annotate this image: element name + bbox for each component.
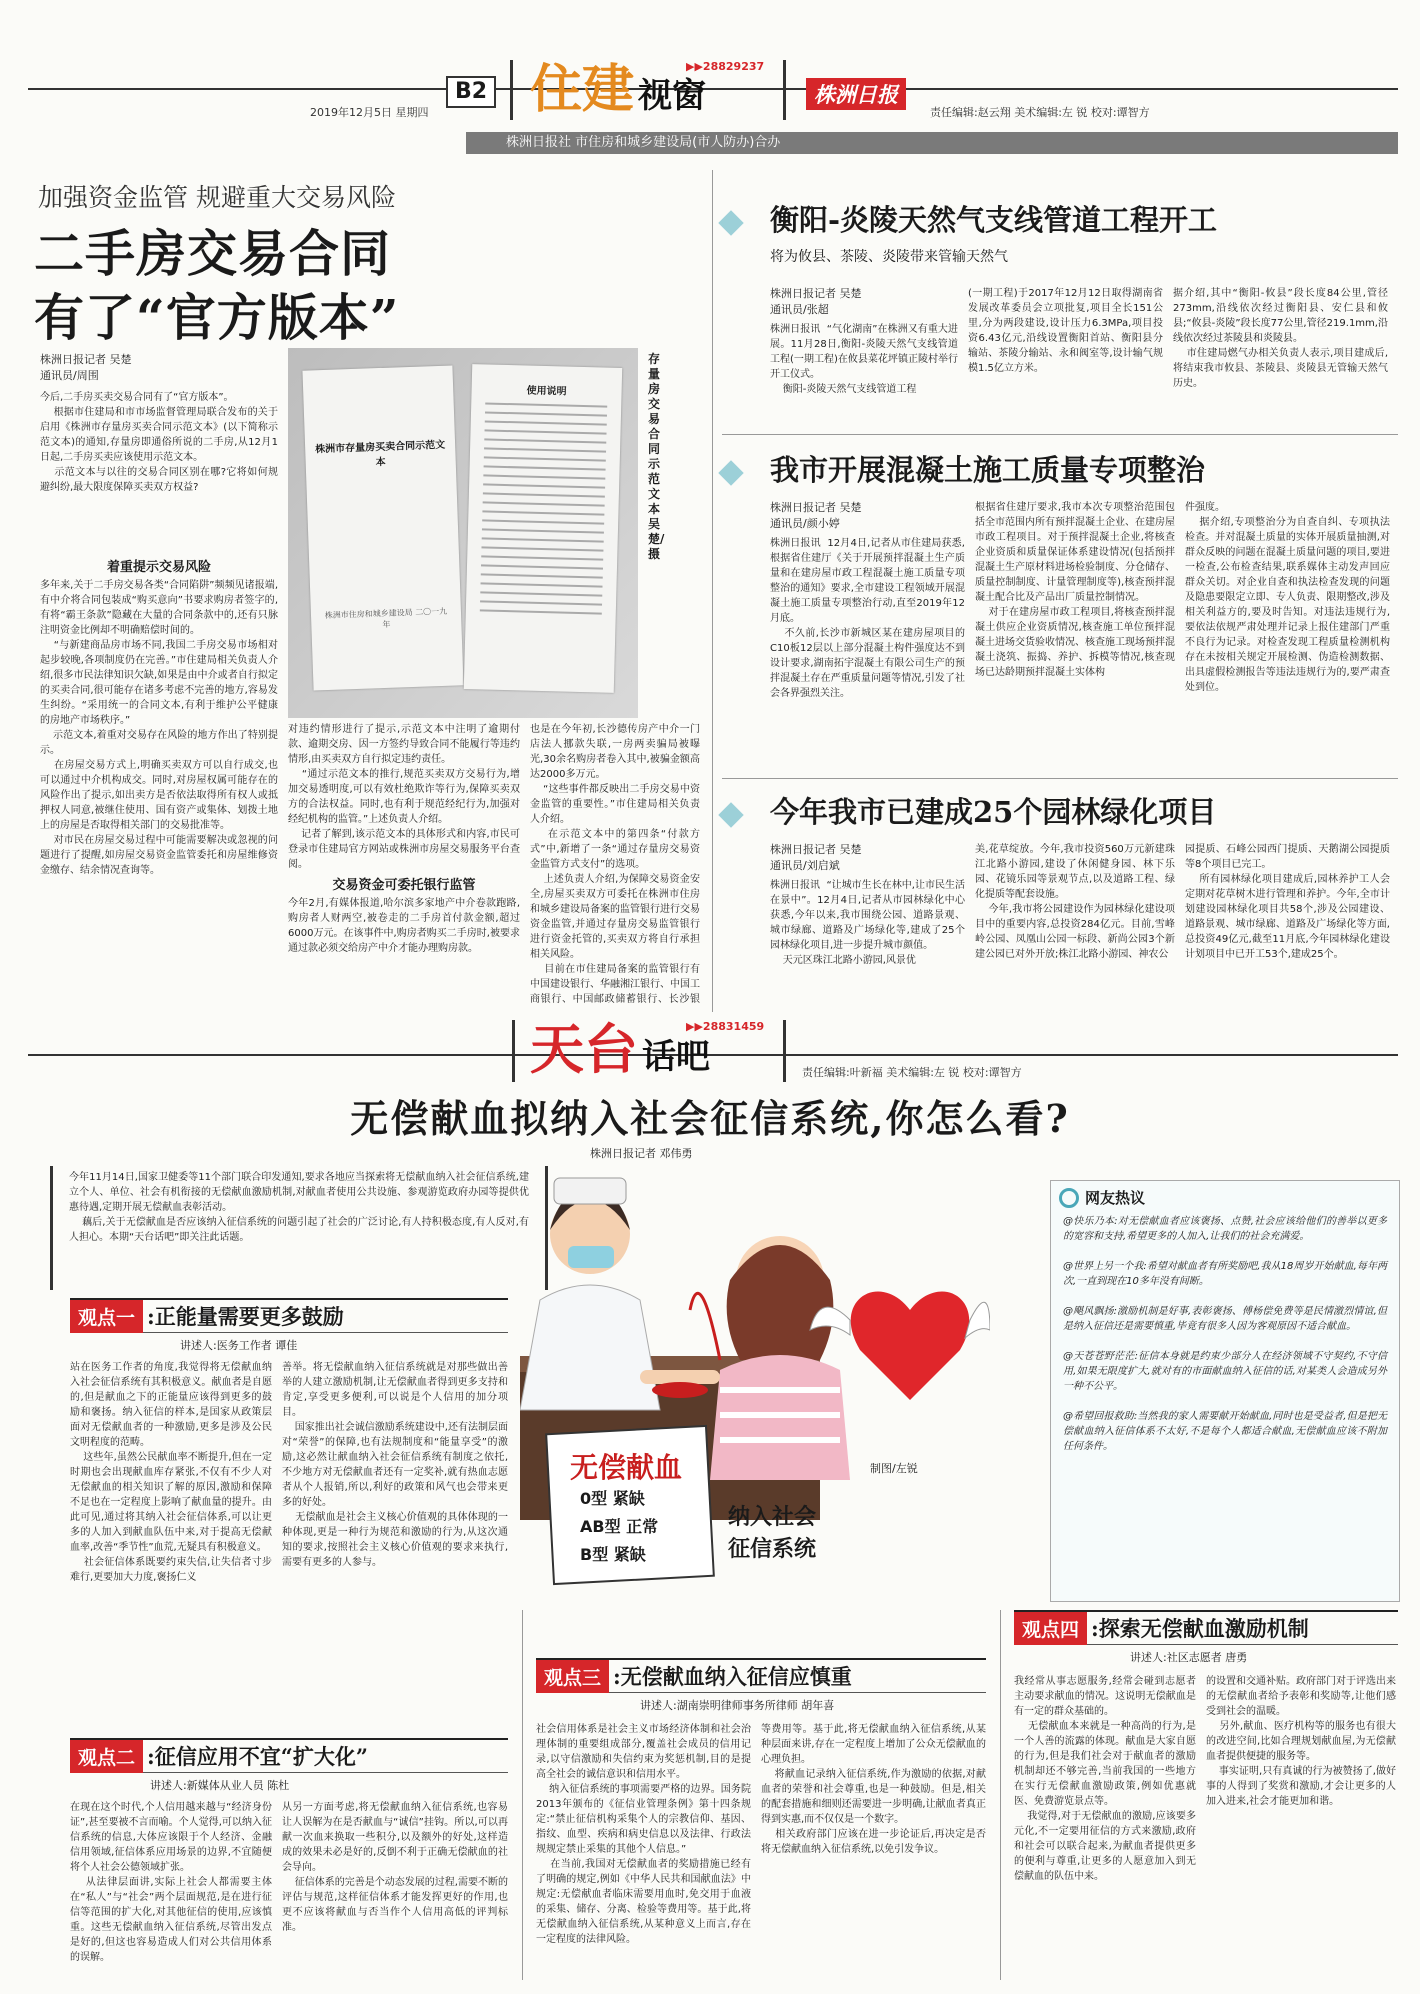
illustration-sign-title: 无偿献血 [570, 1451, 683, 1484]
article1-title-line1: 二手房交易合同 [34, 224, 391, 283]
article2-divider [722, 434, 1398, 435]
article4-col1: 株洲日报讯 “让城市生长在林中,让市民生活在景中”。12月4日,记者从市园林绿化中心获悉,今年以来,我市围绕公园、道路景观、城市绿廊、道路及广场绿化等,建成了25个园林绿化项目,进一步提升城市颜值。 天元区珠江北路小游园,风景优 [770, 880, 965, 966]
view4-header [1014, 1610, 1398, 1645]
contract-document-page-title: 使用说明 [526, 385, 567, 398]
article4-byline [770, 842, 862, 874]
article3-col2: 根据省住建厅要求,我市本次专项整治范围包括全市范围内所有预拌混凝土企业、在建房屋市政工程项目。对于预拌混凝土企业,将核查企业资质和质量保证体系建设情况(包括预拌混凝土生产原材料进场检验制度、分仓储存、质量控制制度、计量管理制度等),核查预拌混凝土配合比及产品出厂质量控制情况。 对于在建房屋市政工程项目,将核查预拌混凝土供应企业资质情况,核查施工单位预拌混凝土进场交货验收情况、核查施工现场预拌混凝土浇筑、振捣、养护、拆模等情况,核查现场已达龄期预拌混凝土实体构 [975, 502, 1175, 678]
article1-title-line2: 有了“官方版本” [34, 288, 400, 347]
article1-divider [712, 170, 713, 1012]
paper-logo: 株洲日报 [806, 78, 906, 110]
view4-col1: 我经常从事志愿服务,经常会碰到志愿者主动要求献血的情况。这说明无偿献血是有一定的群众基础的。 无偿献血本来就是一种高尚的行为,是一个人善的流露的体现。献血是大家自愿的行为,但是我们社会对于献血者的激励机制却还不够完善,当前我国的一些地方在实行无偿献血激励政策,例如优惠就医、免费游览景点等。 我觉得,对于无偿献血的激励,应该要多元化,不一定要用征信的方式来激励,政府和社会可以联合起来,为献血者提供更多的便利与尊重,让更多的人愿意加入到无偿献血的队伍中来。 [1014, 1676, 1196, 1882]
article1-subhead2: 交易资金可委托银行监管 [332, 878, 476, 893]
hot-comments-body: @快乐乃本:对无偿献血者应该褒扬、点赞,社会应该给他们的善举以更多的宽容和支持,希望更多的人加入,让我们的社会充满爱。 @世界上另一个我:希望对献血者有所奖励吧,我从18周岁开始献血,每年两次,一直到现在10多年没有间断。 @飓风飘扬:激励机制是好事,表彰褒扬、傅杨偿免费等是民情激烈情谊,但是纳入征信还是需要慎重,毕竟有很多人因为客观原因不适合献血。 @天苍苍野茫茫:征信本身就是约束少部分人在经济领域不守契约,不守信用,如果无限度扩大,就对有的市面献血纳入征信的话,对某类人会造成另外一种不公平。 @希望回报救助:当然我的家人需要献开始献血,同时也是受益者,但是把无偿献血纳入征信体系不太好,不是每个人都适合献血,无偿献血应该不附加任何条件。 [1063, 1216, 1387, 1452]
section2-phone: ▶▶28831459 [686, 1020, 765, 1033]
view2-author: 讲述人:新媒体从业人员 陈杜 [150, 1779, 290, 1792]
view3-header [536, 1658, 986, 1693]
section-title-a: 住建 [530, 60, 635, 120]
view1-label: 观点一 [70, 1300, 143, 1333]
view4-label: 观点四 [1014, 1612, 1087, 1645]
article4-col3: 园提质、石峰公园西门提质、天鹅湖公园提质等8个项目已完工。 所有园林绿化项目建成后,园林养护工人会定期对花草树木进行管理和养护。今年,全市计划建设园林绿化项目共58个,涉及公园建设、道路景观、城市绿廊、道路及广场绿化等方面,总投资49亿元,截至11月底,今年园林绿化建设计划项目中已开工53个,建成25个。 [1185, 844, 1390, 960]
view4-author: 讲述人:社区志愿者 唐勇 [1130, 1651, 1248, 1664]
view1-col1: 站在医务工作者的角度,我觉得将无偿献血纳入社会征信系统有其积极意义。献血者是自愿的,但是献血之下的正能量应该得到更多的鼓励和褒扬。纳入征信的样本,是国家从政策层面对无偿献血者的一种激励,更多是涉及公民文明程度的范畴。 这些年,虽然公民献血率不断提升,但在一定时期也会出现献血库存紧张,不仅有不少人对无偿献血的相关知识了解的原因,激励和保障不足也在一定程度上影响了献血量的提升。由此可见,通过将其纳入社会征信体系,可以让更多的人加入到献血队伍中来,对于提高无偿献血率,改善“季节性”血荒,无疑具有积极意义。 社会征信体系既要约束失信,让失信者寸步难行,更要加大力度,褒扬仁义 [70, 1362, 272, 1583]
section2-editor-line: 责任编辑:叶新福 美术编辑:左 锐 校对:谭智方 [802, 1066, 1022, 1079]
hot-comments-title: 网友热议 [1085, 1189, 1146, 1207]
view3-author: 讲述人:湖南崇明律师事务所律师 胡年喜 [640, 1699, 835, 1712]
contract-document-cover [302, 365, 463, 690]
article1-col3: 也是在今年初,长沙德传房产中介一门店法人挪款失联,一房两卖骗局被曝光,30余名购房者卷入其中,被骗金额高达2000多万元。 “这些事件都反映出二手房交易中资金监管的重要性。”市住建局相关负责人介绍。 在示范文本中的第四条“付款方式”中,新增了一条“通过存量房交易资金监管方式支付”的选项。 上述负责人介绍,为保障交易资金安全,房屋买卖双方可委托在株洲市住房和城乡建设局备案的监管银行进行交易资金监管,并通过存量房交易监管银行进行资金托管的,买卖双方将自行承担相关风险。 目前在市住建局备案的监管银行有中国建设银行、华融湘江银行、中国工商银行、中国邮政储蓄银行、长沙银 [530, 724, 700, 1005]
article4-byline-reporter: 株洲日报记者 吴楚 [770, 843, 862, 856]
article2-col3: 据介绍,其中“衡阳-攸县”段长度84公里,管径273mm,沿线依次经过衡阳县、安仁县和攸县;“攸县-炎陵”段长度77公里,管径219.1mm,沿线依次经过茶陵县和炎陵县。 市住建局燃气办相关负责人表示,项目建成后,将结束我市攸县、茶陵县、炎陵县无管输天然气历史。 [1173, 288, 1388, 389]
discussion-title: 无偿献血拟纳入社会征信系统,你怎么看? [350, 1096, 1070, 1141]
article3-title: 我市开展混凝土施工质量专项整治 [770, 453, 1206, 487]
article2-byline-reporter: 株洲日报记者 吴楚 [770, 287, 862, 300]
illustration-label-line2: 征信系统 [728, 1537, 817, 1562]
view-divider-1 [522, 1610, 523, 1980]
illustration-caption: 制图/左锐 [870, 1462, 918, 1475]
view1-title: :正能量需要更多鼓励 [147, 1304, 344, 1329]
article3-col1: 株洲日报讯 12月4日,记者从市住建局获悉,根据省住建厅《关于开展预拌混凝土生产质量和在建房屋市政工程混凝土施工质量专项整治的通知》要求,全市建设工程领域开展混凝土施工质量专项整治行动,直至2019年12月底。 不久前,长沙市新城区某在建房屋项目的C10板12层以上部分混凝土构件强度达不到设计要求,湖南拓宇混凝土有限公司生产的预拌混凝土存在严重质量问题等情况,引发了社会各界强烈关注。 [770, 538, 965, 699]
section-title [530, 60, 706, 120]
article1-col2b: 今年2月,有媒体报道,哈尔滨多家地产中介卷款跑路,购房者人财两空,被卷走的二手房首付款金额,超过6000万元。在该事件中,购房者购买二手房时,被要求通过款必须交给房产中介才能办理购房款。 [288, 898, 520, 954]
section-title-b: 视窗 [638, 76, 707, 116]
illustration-sign-row-1: 0型 紧缺 [580, 1489, 645, 1508]
article2-byline [770, 286, 862, 318]
article3-divider [722, 778, 1398, 779]
view-divider-2 [1000, 1610, 1001, 1980]
view4-title: :探索无偿献血激励机制 [1091, 1616, 1309, 1641]
view3-col1: 社会信用体系是社会主义市场经济体制和社会治理体制的重要组成部分,覆盖社会成员的信用记录,以守信激励和失信约束为奖惩机制,目的是提高全社会的诚信意识和信用水平。 纳入征信系统的事项需要严格的边界。国务院2013年颁布的《征信业管理条例》第十四条规定:“禁止征信机构采集个人的宗教信仰、基因、指纹、血型、疾病和病史信息以及法律、行政法规规定禁止采集的其他个人信息。” 在当前,我国对无偿献血者的奖励措施已经有了明确的规定,例如《中华人民共和国献血法》中规定:无偿献血者临床需要用血时,免交用于血液的采集、储存、分离、检验等费用等。基于此,将无偿献血纳入征信系统,从某种意义上而言,存在一定程度的法律风险。 [536, 1724, 751, 1945]
date-line: 2019年12月5日 星期四 [310, 106, 429, 119]
section2-title [530, 1018, 710, 1082]
illustration-sign-row-2: AB型 正常 [580, 1517, 659, 1536]
article4-col2: 美,花草绽放。今年,我市投资560万元新建珠江北路小游园,建设了休闲健身园、林下乐园、花镜乐园等景观节点,以及道路工程、绿化提质等配套设施。 今年,我市将公园建设作为园林绿化建设项目中的重要内容,总投资284亿元。目前,雪峰岭公园、凤凰山公园一标段、新尚公园3个新建公园已对外开放;株江北路小游园、神农公 [975, 844, 1175, 960]
discussion-intro: 今年11月14日,国家卫健委等11个部门联合印发通知,要求各地应当探索将无偿献血纳入社会征信系统,建立个人、单位、社会有机衔接的无偿献血激励机制,对献血者使用公共设施、参观游览政府办园等提供优惠待遇,定期开展无偿献血表彰活动。 藕后,关于无偿献血是否应该纳入征信系统的问题引起了社会的广泛讨论,有人持积极态度,有人反对,有人担心。本期“天台话吧”即关注此话题。 [69, 1172, 530, 1243]
article2-marker [718, 210, 743, 235]
section-phone: ▶▶28829237 [686, 60, 765, 73]
illustration-sign-row-3: B型 紧缺 [580, 1545, 646, 1564]
article1-kicker: 加强资金监管 规避重大交易风险 [38, 183, 396, 212]
section-phone-number: 28829237 [702, 60, 765, 73]
view2-label: 观点二 [70, 1740, 143, 1773]
page-code: B2 [446, 76, 496, 108]
editor-line: 责任编辑:赵云翔 美术编辑:左 锐 校对:谭智方 [930, 106, 1150, 119]
view2-title: :征信应用不宜“扩大化” [147, 1744, 368, 1769]
article3-marker [718, 460, 743, 485]
contract-document-page [464, 364, 622, 693]
article3-byline-reporter: 株洲日报记者 吴楚 [770, 501, 862, 514]
cooperation-bar [466, 132, 1398, 154]
view3-col2: 等费用等。基于此,将无偿献血纳入征信系统,从某种层面来讲,存在一定程度上增加了公众无偿献血的心理负担。 将献血记录纳入征信系统,作为激励的依据,对献血者的荣誉和社会尊重,也是一种鼓励。但是,相关的配套措施和细则还需要进一步明确,让献血者真正得到实惠,而不仅仅是一个数字。 相关政府部门应该在进一步论证后,再决定是否将无偿献血纳入征信系统,以免引发争议。 [761, 1724, 986, 1855]
contract-document-cover-title: 株洲市存量房买卖合同示范文本 [315, 439, 446, 469]
view3-label: 观点三 [536, 1660, 609, 1693]
article3-col3: 件强度。 据介绍,专项整治分为自查自纠、专项执法检查。并对混凝土质量的实体开展质量抽测,对群众反映的问题在混凝土质量问题的项目,要进一检查,公布检查结果,联系媒体主动发声回应群众关切。对企业自查和执法检查发现的问题及隐患要限定立即、专人负责、限期整改,涉及相关利益方的,要及时告知。对违法违规行为,要依法依规严肃处理并记录上报住建部门严重不良行为记录。对检查发现工程质量检测机构存在未按相关规定开展检测、伪造检测数据、出具虚假检测报告等违法违规行为的,要严肃查处到位。 [1185, 502, 1390, 693]
section2-title-b: 话吧 [642, 1037, 710, 1077]
article4-marker [718, 802, 743, 827]
article3-byline [770, 500, 862, 532]
view2-col1: 在现在这个时代,个人信用越来越与“经济身份证”,甚至要被不言而喻。个人觉得,可以纳入征信系统的信息,大体应该限于个人经济、金融信用领域,征信体系应用场景的边界,不宜随便将个人社会公德领域扩张。 从法律层面讲,实际上社会人都需要主体在“私人”与“社会”两个层面规范,是在进行征信等范围的扩大化,对其他征信的使用,应该慎重。这些无偿献血纳入征信系统,尽管出发点是好的,但这也容易造成人们对公共信用体系的误解。 [70, 1802, 272, 1963]
view1-col2: 善举。将无偿献血纳入征信系统就是对那些做出善举的人建立激励机制,让无偿献血者得到更多支持和肯定,享受更多便利,可以说是个人信用的加分项目。 国家推出社会诚信激励系统建设中,还有法制层面对“荣誉”的保障,也有法规制度和“能量享受”的激励,这必然让献血纳入社会征信系统有制度之依托,不少地方对无偿献血者还有一定奖补,就有热血志愿者从个人报销,所以,利好的政策和风气也会带来更多的好处。 无偿献血是社会主义核心价值观的具体体现的一种体现,更是一种行为规范和激励的行为,从这次通知的要求,按照社会主义核心价值观的要求来执行,需要有更多的人参与。 [282, 1362, 508, 1568]
hot-comments-box [1050, 1180, 1400, 1602]
article1-byline-correspondent: 通讯员/周围 [40, 369, 99, 382]
article1-subhead1: 着重提示交易风险 [106, 560, 211, 575]
article1-intro: 今后,二手房买卖交易合同有了“官方版本”。 根据市住建局和市市场监督管理局联合发布的关于启用《株洲市存量房买卖合同示范文本》(以下简称示范文本)的通知,存量房即通俗所说的二手房,从12月1日起,二手房买卖应该使用示范文本。 示范文本与以往的交易合同区别在哪?它将如何规避纠纷,最大限度保障买卖双方权益? [40, 392, 278, 493]
section2-phone-number: 28831459 [702, 1020, 765, 1033]
section2-title-a: 天台 [530, 1018, 638, 1081]
article2-subtitle: 将为攸县、茶陵、炎陵带来管输天然气 [770, 249, 1008, 265]
view1-header [70, 1298, 508, 1333]
cooperation-text: 株洲日报社 市住房和城乡建设局(市人防办)合办 [506, 135, 781, 150]
article1-col1: 多年来,关于二手房交易各类“合同陷阱”频频见诸报端,有中介将合同包装成“购买意向”书要求购房者签字的,有将“霸王条款”隐藏在大量的合同条款中的,还有只脉注明资金比例却不明确赔偿时间的。 “与新建商品房市场不同,我国二手房交易市场相对起步较晚,各项制度仍在完善。”市住建局相关负责人介绍,很多市民法律知识欠缺,如果是由中介或者自行拟定的买卖合同,很可能存在诸多考虑不完善的地方,容易发生纠纷。“采用统一的合同文本,有利于维护公平健康的房地产市场秩序。” 示范文本,着重对交易存在风险的地方作出了特别提示。 在房屋交易方式上,明确买卖双方可以自行成交,也可以通过中介机构成交。同时,对房屋权属可能存在的风险作出了提示,如出卖方是否依法取得所有权人或抵押权人同意,被继住使用、国有资产或集体、划拨土地上的房屋是否取得相关部门的交易批准等。 对市民在房屋交易过程中可能需要解决或忽视的问题进行了提醒,如房屋交易资金监管委托和房屋维修资金缴存、结余情况查询等。 [40, 580, 278, 876]
discussion-intro-box [50, 1166, 548, 1290]
article2-col1: 株洲日报讯 “气化湖南”在株洲又有重大进展。11月28日,衡阳-炎陵天然气支线管道工程(一期工程)在攸县菜花坪镇正陵村举行开工仪式。 衡阳-炎陵天然气支线管道工程 [770, 324, 958, 395]
article4-title: 今年我市已建成25个园林绿化项目 [770, 795, 1217, 829]
illustration-label-line1: 纳入社会 [728, 1505, 817, 1530]
article1-byline [40, 352, 132, 384]
article1-col2a: 对违约情形进行了提示,示范文本中注明了逾期付款、逾期交房、因一方签约导致合同不能履行等违约情形,由买卖双方自行拟定违约责任。 “通过示范文本的推行,规范买卖双方交易行为,增加交易透明度,可以有效杜绝欺诈等行为,保障买卖双方的合法权益。同时,也有利于规范经纪行为,加强对经纪机构的监管。”上述负责人介绍。 记者了解到,该示范文本的具体形式和内容,市民可登录市住建局官方网站或株洲市房屋交易服务平台查阅。 [288, 724, 520, 870]
view3-title: :无偿献血纳入征信应慎重 [613, 1664, 852, 1689]
article1-byline-reporter: 株洲日报记者 吴楚 [40, 353, 132, 366]
view2-col2: 从另一方面考虑,将无偿献血纳入征信系统,也容易让人误解为在是否献血与“诚信”挂钩。所以,可以再献一次血来换取一些积分,以及额外的好处,这样造成的效果未必是好的,反倒不利于正确无偿献血的社会导向。 征信体系的完善是个动态发展的过程,需要不断的评估与规范,这样征信体系才能发挥更好的作用,也更不应该将献血与否当作个人信用高低的评判标准。 [282, 1802, 508, 1933]
view4-col2: 的设置和交通补贴。政府部门对于评选出来的无偿献血者给予表彰和奖励等,让他们感受到社会的温暖。 另外,献血、医疗机构等的服务也有很大的改进空间,比如合理规划献血屋,为无偿献血者提供便捷的服务等。 事实证明,只有真诚的行为被赞扬了,做好事的人得到了奖赏和激励,才会让更多的人加入进来,社会才能更加和谐。 [1206, 1676, 1396, 1807]
article3-byline-correspondent: 通讯员/颜小婷 [770, 517, 840, 530]
hot-comments-header [1051, 1181, 1399, 1214]
article2-byline-correspondent: 通讯员/张超 [770, 303, 829, 316]
hot-comments-icon [1059, 1188, 1079, 1208]
article2-title: 衡阳-炎陵天然气支线管道工程开工 [770, 203, 1218, 237]
contract-document-cover-footer: 株洲市住房和城乡建设局 二〇一九年 [324, 606, 448, 630]
article2-col2: (一期工程)于2017年12月12日取得湖南省发展改革委员会立项批复,项目全长151公里,分为两段建设,设计压力6.3MPa,项目投资6.43亿元,沿线设置衡阳首站、衡阳县分输站、茶陵分输站、永和阀室等,设计输气规模1.5亿立方米。 [968, 288, 1163, 374]
article4-byline-correspondent: 通讯员/刘启斌 [770, 859, 840, 872]
view2-header [70, 1738, 508, 1773]
view1-author: 讲述人:医务工作者 谭佳 [180, 1339, 298, 1352]
contract-photo-caption: 存量房交易合同示范文本 吴楚/摄 [648, 352, 665, 561]
discussion-byline: 株洲日报记者 邓伟勇 [590, 1147, 693, 1160]
illustration [520, 1160, 990, 1600]
contract-photo [288, 348, 638, 718]
